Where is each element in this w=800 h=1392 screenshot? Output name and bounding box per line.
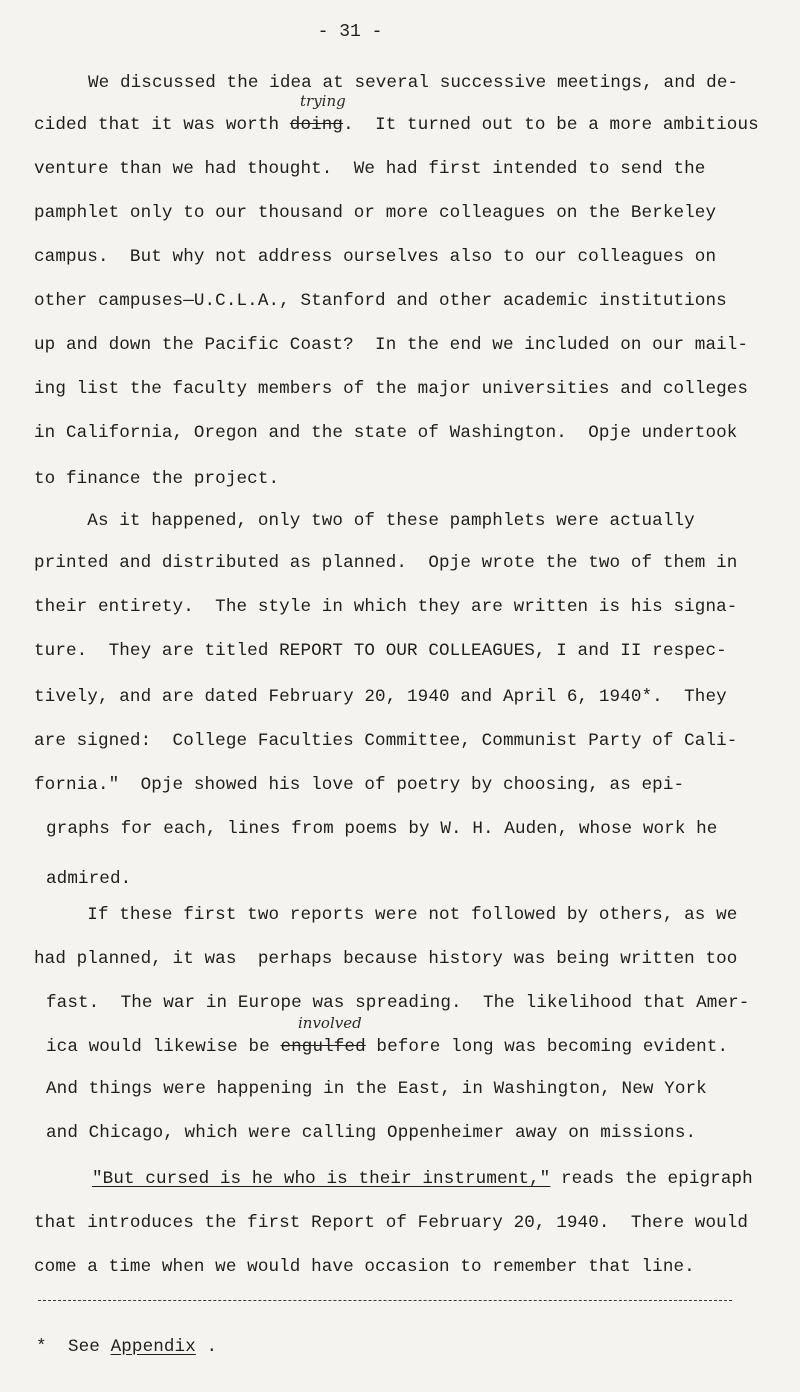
handwritten-insert: involved: [298, 1014, 362, 1032]
text-line: cided that it was worth doing. It turned out to be a more ambitious: [34, 115, 759, 135]
struck-word: engulfed: [280, 1037, 366, 1057]
text-line: their entirety. The style in which they are written is his signa-: [34, 597, 738, 617]
page-number: - 31 -: [317, 22, 383, 42]
text-line: other campuses—U.C.L.A., Stanford and other academic institutions: [34, 291, 727, 311]
text-line: had planned, it was perhaps because history was being written too: [34, 949, 738, 969]
text-line: fornia." Opje showed his love of poetry by choosing, as epi-: [34, 775, 685, 795]
text-line: and Chicago, which were calling Oppenheimer away on missions.: [46, 1123, 697, 1143]
text-line: And things were happening in the East, in Washington, New York: [46, 1079, 707, 1099]
text-line: come a time when we would have occasion to remember that line.: [34, 1257, 695, 1277]
footnote-divider: [38, 1300, 732, 1301]
text-line: up and down the Pacific Coast? In the end we included on our mail-: [34, 335, 749, 355]
text-line: admired.: [46, 869, 132, 889]
text-line: As it happened, only two of these pamphlets were actually: [34, 511, 695, 531]
text-line: fast. The war in Europe was spreading. The likelihood that Amer-: [46, 993, 750, 1013]
text-line: in California, Oregon and the state of Washington. Opje undertook: [34, 423, 738, 443]
text-line: We discussed the idea at several successive meetings, and de-: [88, 73, 739, 93]
text-line: to finance the project.: [34, 469, 280, 489]
text-line: graphs for each, lines from poems by W. H. Auden, whose work he: [46, 819, 718, 839]
text-line: ing list the faculty members of the major universities and colleges: [34, 379, 749, 399]
text-line: campus. But why not address ourselves also to our colleagues on: [34, 247, 717, 267]
text-line: If these first two reports were not followed by others, as we: [34, 905, 738, 925]
text-line: ica would likewise be engulfed before long was becoming evident.: [46, 1037, 729, 1057]
struck-word: doing: [289, 115, 344, 135]
text-line: printed and distributed as planned. Opje wrote the two of them in: [34, 553, 738, 573]
footnote: * See Appendix .: [36, 1337, 218, 1357]
underlined-quote: "But cursed is he who is their instrument,": [92, 1169, 551, 1189]
text-line: venture than we had thought. We had first intended to send the: [34, 159, 706, 179]
text-line: tively, and are dated February 20, 1940 and April 6, 1940*. They: [34, 687, 727, 707]
text-line: are signed: College Faculties Committee, Communist Party of Cali-: [34, 731, 738, 751]
text-line: that introduces the first Report of February 20, 1940. There would: [34, 1213, 749, 1233]
appendix-reference: Appendix: [110, 1337, 196, 1357]
text-line: pamphlet only to our thousand or more colleagues on the Berkeley: [34, 203, 717, 223]
text-line: "But cursed is he who is their instrument," reads the epigraph: [92, 1169, 753, 1189]
handwritten-insert: trying: [300, 92, 346, 110]
text-line: ture. They are titled REPORT TO OUR COLLEAGUES, I and II respec-: [34, 641, 727, 661]
